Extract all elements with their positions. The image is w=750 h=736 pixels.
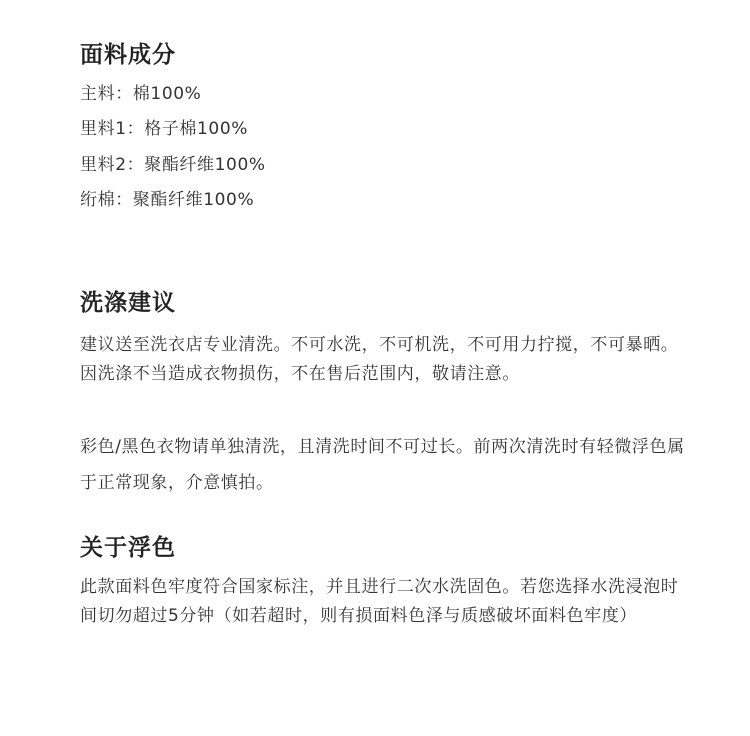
fabric-line-main: 主料：棉100% (80, 84, 202, 104)
color-washing-paragraph: 彩色/黑色衣物请单独清洗，且清洗时间不可过长。前两次清洗时有轻微浮色属于正常现象，介意慎拍。 (80, 437, 685, 493)
washing-advice-paragraph: 建议送至洗衣店专业清洗。不可水洗，不可机洗，不可用力拧搅，不可暴晒。因洗涤不当造成衣物损伤，不在售后范围内，敬请注意。 (80, 335, 679, 384)
fabric-line-lining-2: 里料2：聚酯纤维100% (80, 155, 266, 175)
floating-color-paragraph: 此款面料色牢度符合国家标注，并且进行二次水洗固色。若您选择水洗浸泡时间切勿超过5分钟（如若超时，则有损面料色泽与质感破坏面料色牢度） (80, 577, 679, 626)
fabric-line-lining-1: 里料1：格子棉100% (80, 119, 249, 139)
fabric-composition-title: 面料成分 (80, 42, 176, 68)
floating-color-title: 关于浮色 (80, 535, 176, 561)
washing-advice-title: 洗涤建议 (80, 290, 176, 316)
fabric-line-padding: 绗棉：聚酯纤维100% (80, 190, 255, 210)
